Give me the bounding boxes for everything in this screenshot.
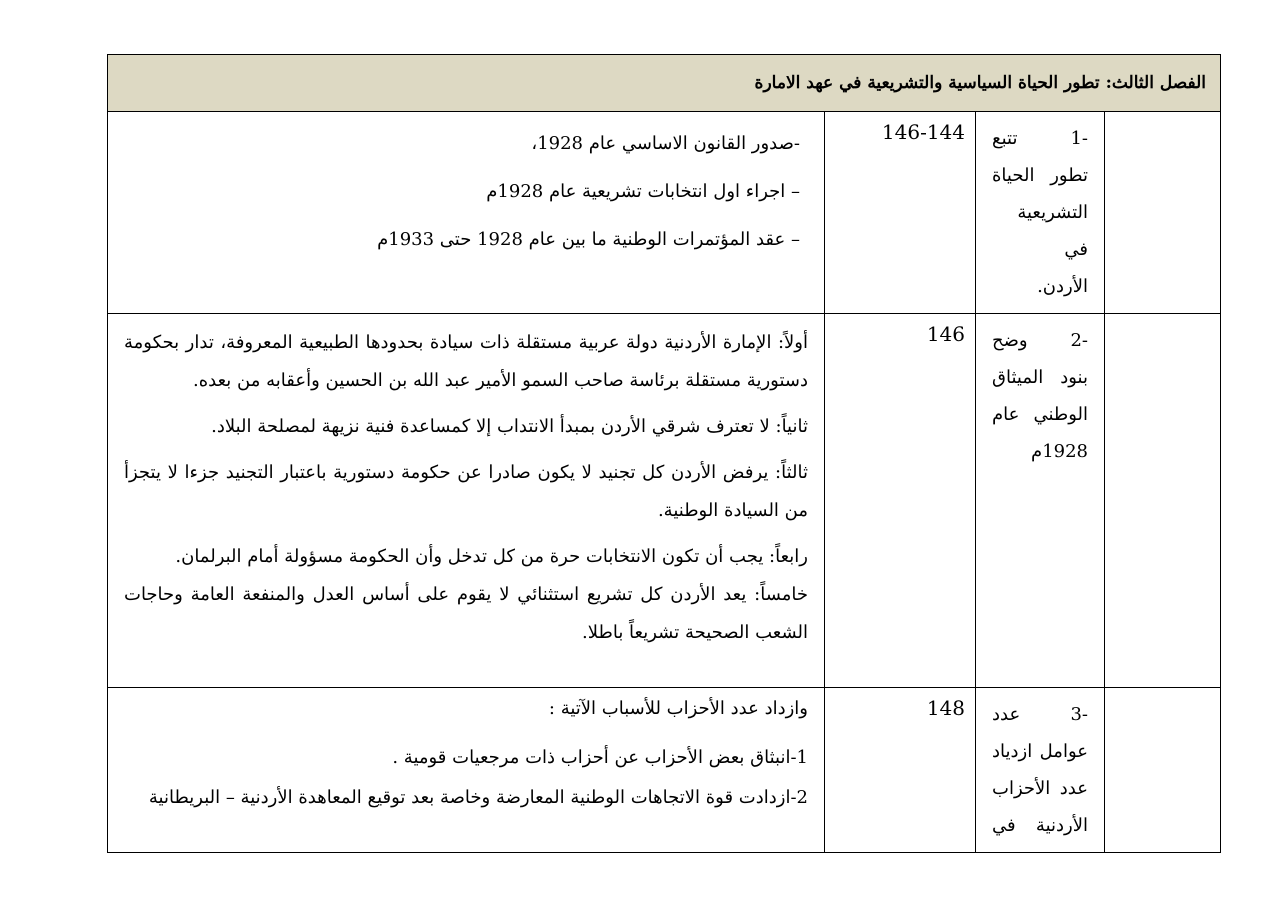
objective-cell — [976, 314, 1105, 688]
table-row — [108, 314, 1221, 688]
objective-line: بنود الميثاق — [992, 367, 1088, 388]
objective-line: -3 عدد — [992, 704, 1088, 725]
objective-line: 1928م — [1031, 441, 1088, 462]
empty-cell — [1105, 112, 1221, 314]
curriculum-table — [107, 54, 1221, 853]
page-numbers-cell — [825, 314, 976, 688]
objective-line: -2 وضح — [992, 330, 1088, 351]
chapter-header-row — [108, 55, 1221, 112]
objective-line: التشريعية في — [1017, 202, 1088, 260]
objective-cell — [976, 112, 1105, 314]
page-numbers-cell — [825, 112, 976, 314]
objective-cell — [976, 688, 1105, 853]
content-line: 1-انبثاق بعض الأحزاب عن أحزاب ذات مرجعيات قومية . — [392, 747, 808, 768]
charter-clause: أولاً: الإمارة الأردنية دولة عربية مستقلة ذات سيادة بحدودها الطبيعية المعروفة، تدار بحكومة دستورية مستقلة برئاسة صاحب السمو الأمير عبد الله بن الحسين وأعقابه من بعده. — [124, 332, 808, 391]
content-cell — [108, 112, 825, 314]
objective-line: عدد الأحزاب — [992, 778, 1088, 799]
page-numbers-cell — [825, 688, 976, 853]
page-numbers: 146-144 — [881, 120, 965, 144]
charter-clause: خامساً: يعد الأردن كل تشريع استثنائي لا يقوم على أساس العدل والمنفعة العامة وحاجات الشعب الصحيحة تشريعاً باطلا. — [124, 584, 808, 643]
objective-line: الأردن. — [1037, 276, 1088, 297]
content-line: -صدور القانون الاساسي عام 1928، — [531, 133, 800, 154]
page-numbers: 146 — [926, 322, 965, 346]
empty-cell — [1105, 314, 1221, 688]
table-row — [108, 688, 1221, 853]
objective-line: عوامل ازدياد — [992, 741, 1088, 762]
objective-line: الوطني عام — [992, 404, 1088, 425]
objective-line: -1 تتبع — [992, 128, 1088, 149]
charter-clause: ثالثاً: يرفض الأردن كل تجنيد لا يكون صادرا عن حكومة دستورية باعتبار التجنيد جزءا لا يتجزأ من السيادة الوطنية. — [124, 462, 808, 521]
page-numbers: 148 — [926, 696, 965, 720]
content-line: 2-ازدادت قوة الاتجاهات الوطنية المعارضة وخاصة بعد توقيع المعاهدة الأردنية – البريطانية — [148, 787, 808, 808]
content-line: – اجراء اول انتخابات تشريعية عام 1928م — [486, 181, 800, 202]
empty-cell — [1105, 688, 1221, 853]
content-cell — [108, 688, 825, 853]
content-intro: وازداد عدد الأحزاب للأسباب الآتية : — [548, 698, 808, 719]
content-line: – عقد المؤتمرات الوطنية ما بين عام 1928 حتى 1933م — [377, 229, 800, 250]
objective-line: الأردنية في — [992, 815, 1088, 836]
charter-clause: ثانياً: لا تعترف شرقي الأردن بمبدأ الانتداب إلا كمساعدة فنية نزيهة لمصلحة البلاد. — [211, 416, 808, 437]
table-row — [108, 112, 1221, 314]
objective-line: تطور الحياة — [992, 165, 1088, 186]
charter-clause: رابعاً: يجب أن تكون الانتخابات حرة من كل تدخل وأن الحكومة مسؤولة أمام البرلمان. — [175, 546, 808, 567]
chapter-title: الفصل الثالث: تطور الحياة السياسية والتشريعية في عهد الامارة — [108, 55, 1221, 112]
content-cell — [108, 314, 825, 688]
